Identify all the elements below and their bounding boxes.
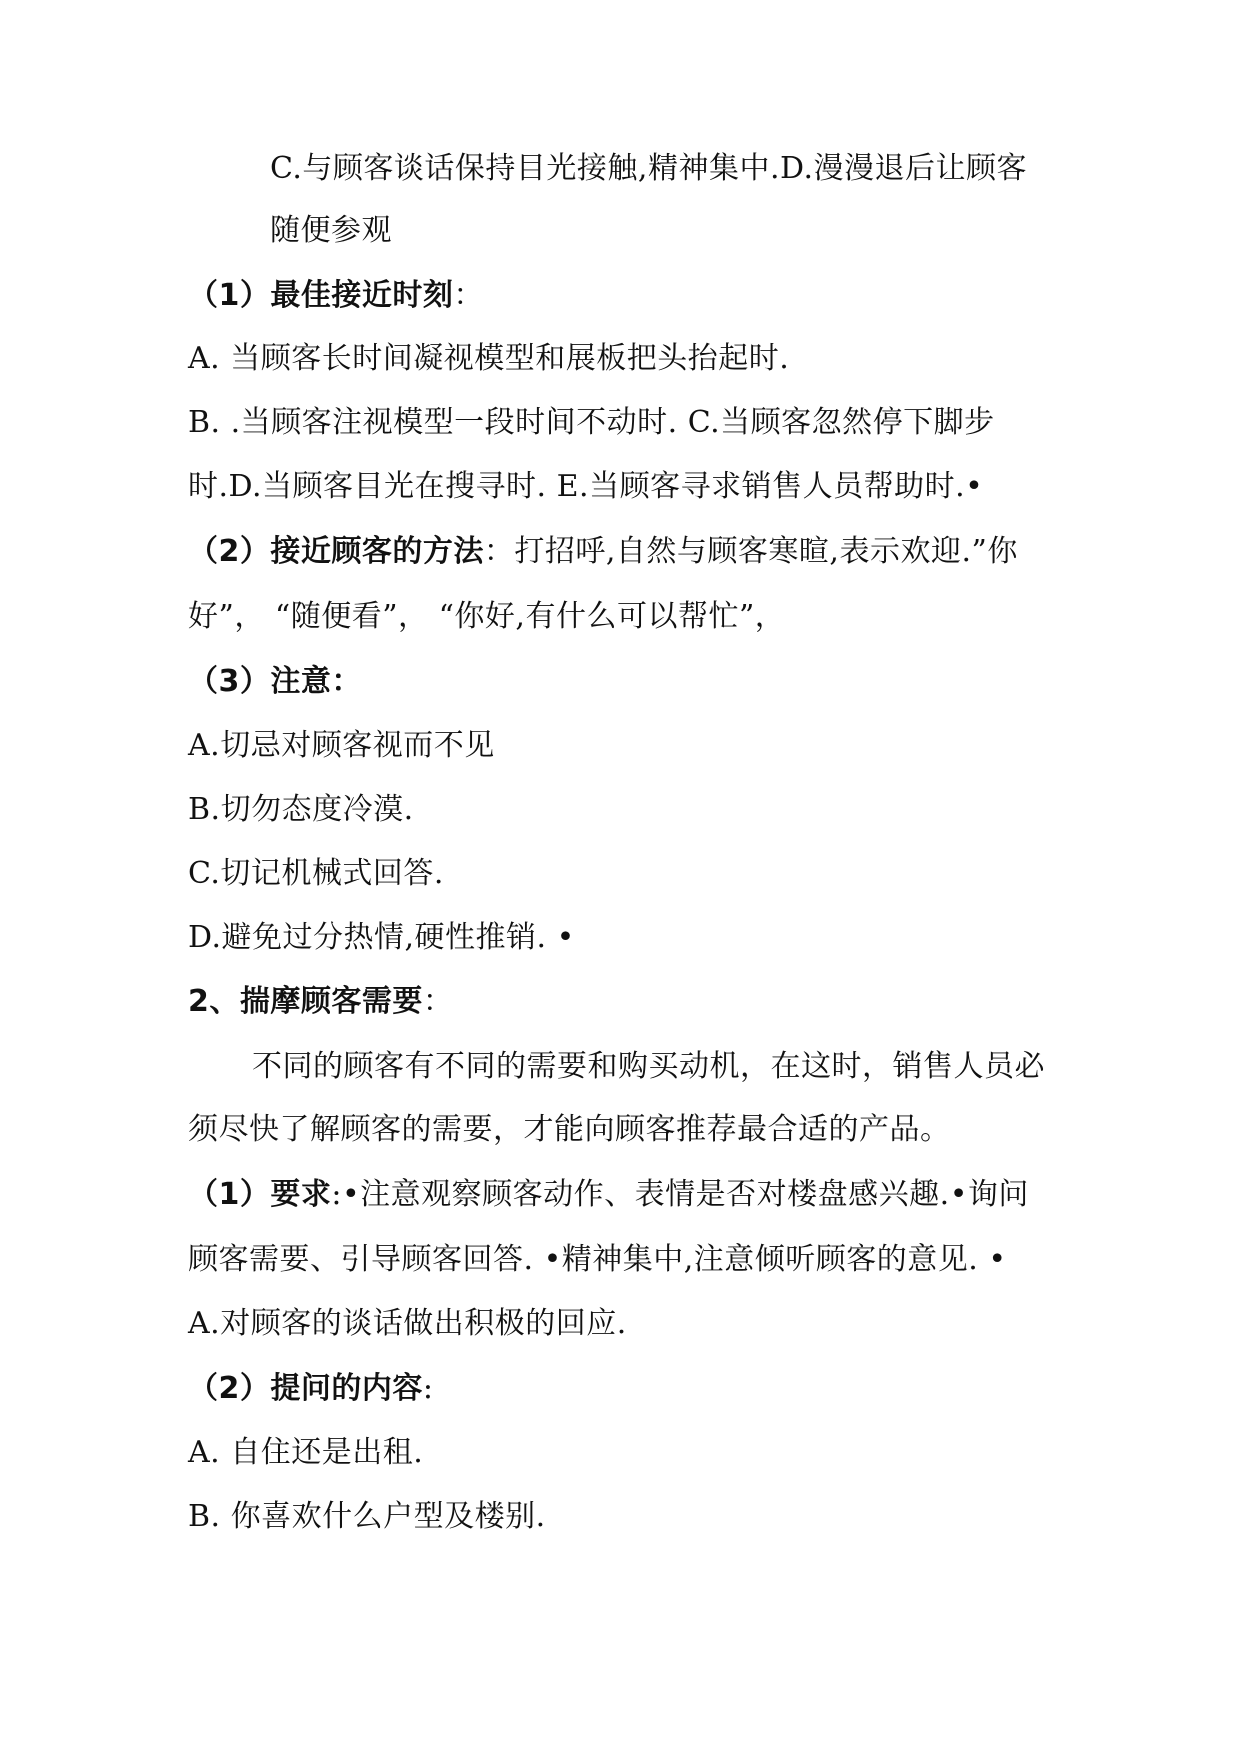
text-line-greetings: 好”， “随便看”， “你好,有什么可以帮忙”，: [188, 599, 786, 634]
heading-label: （2）提问的内容: [188, 1371, 423, 1406]
text-line-item-d-e: 时.D.当顾客目光在搜寻时. E.当顾客寻求销售人员帮助时.•: [188, 469, 984, 504]
text-line-option-c-d: C.与顾客谈话保持目光接触,精神集中.D.漫漫退后让顾客: [270, 151, 1028, 186]
text-line-note-d: D.避免过分热情,硬性推销. •: [188, 920, 575, 955]
text-line-continuation: 随便参观: [270, 213, 392, 248]
text-line-requirements-cont: 顾客需要、引导顾客回答. •精神集中,注意倾听顾客的意见. •: [188, 1242, 1007, 1277]
heading-label: （1）要求: [188, 1177, 332, 1212]
text-line-item-b-c: B. .当顾客注视模型一段时间不动时. C.当顾客忽然停下脚步: [188, 405, 995, 440]
text-line-note-a: A.切忌对顾客视而不见: [188, 728, 495, 763]
heading-attention: [188, 662, 362, 702]
text-line-note-b: B.切勿态度冷漠.: [188, 792, 414, 827]
heading-colon: ：: [453, 278, 484, 313]
paragraph-line-2: 须尽快了解顾客的需要，才能向顾客推荐最合适的产品。: [188, 1112, 951, 1147]
text-line-question-a: A. 自住还是出租.: [188, 1435, 424, 1470]
heading-colon: :: [422, 1371, 434, 1406]
heading-label: （3）注意：: [188, 664, 362, 699]
text-line-question-b: B. 你喜欢什么户型及楼别.: [188, 1499, 546, 1534]
heading-rest: ：打招呼,自然与顾客寒暄,表示欢迎.”你: [483, 534, 1018, 569]
text-line-note-c: C.切记机械式回答.: [188, 856, 444, 891]
heading-requirements: [188, 1175, 1029, 1215]
heading-rest: :•注意观察顾客动作、表情是否对楼盘感兴趣.•询问: [331, 1177, 1029, 1212]
text-line-item-a: A. 当顾客长时间凝视模型和展板把头抬起时.: [188, 341, 790, 376]
heading-approach-method: [188, 532, 1018, 572]
text-line-respond: A.对顾客的谈话做出积极的回应.: [188, 1306, 627, 1341]
heading-label: （2）接近顾客的方法: [188, 534, 484, 569]
paragraph-line-1: 不同的顾客有不同的需要和购买动机，在这时，销售人员必: [252, 1049, 1045, 1084]
heading-question-content: [188, 1369, 433, 1409]
heading-label: 2、揣摩顾客需要: [188, 984, 423, 1019]
heading-label: （1）最佳接近时刻: [188, 278, 454, 313]
heading-best-approach-time: [188, 276, 484, 316]
heading-customer-needs: [188, 982, 453, 1022]
heading-colon: ：: [422, 984, 454, 1019]
